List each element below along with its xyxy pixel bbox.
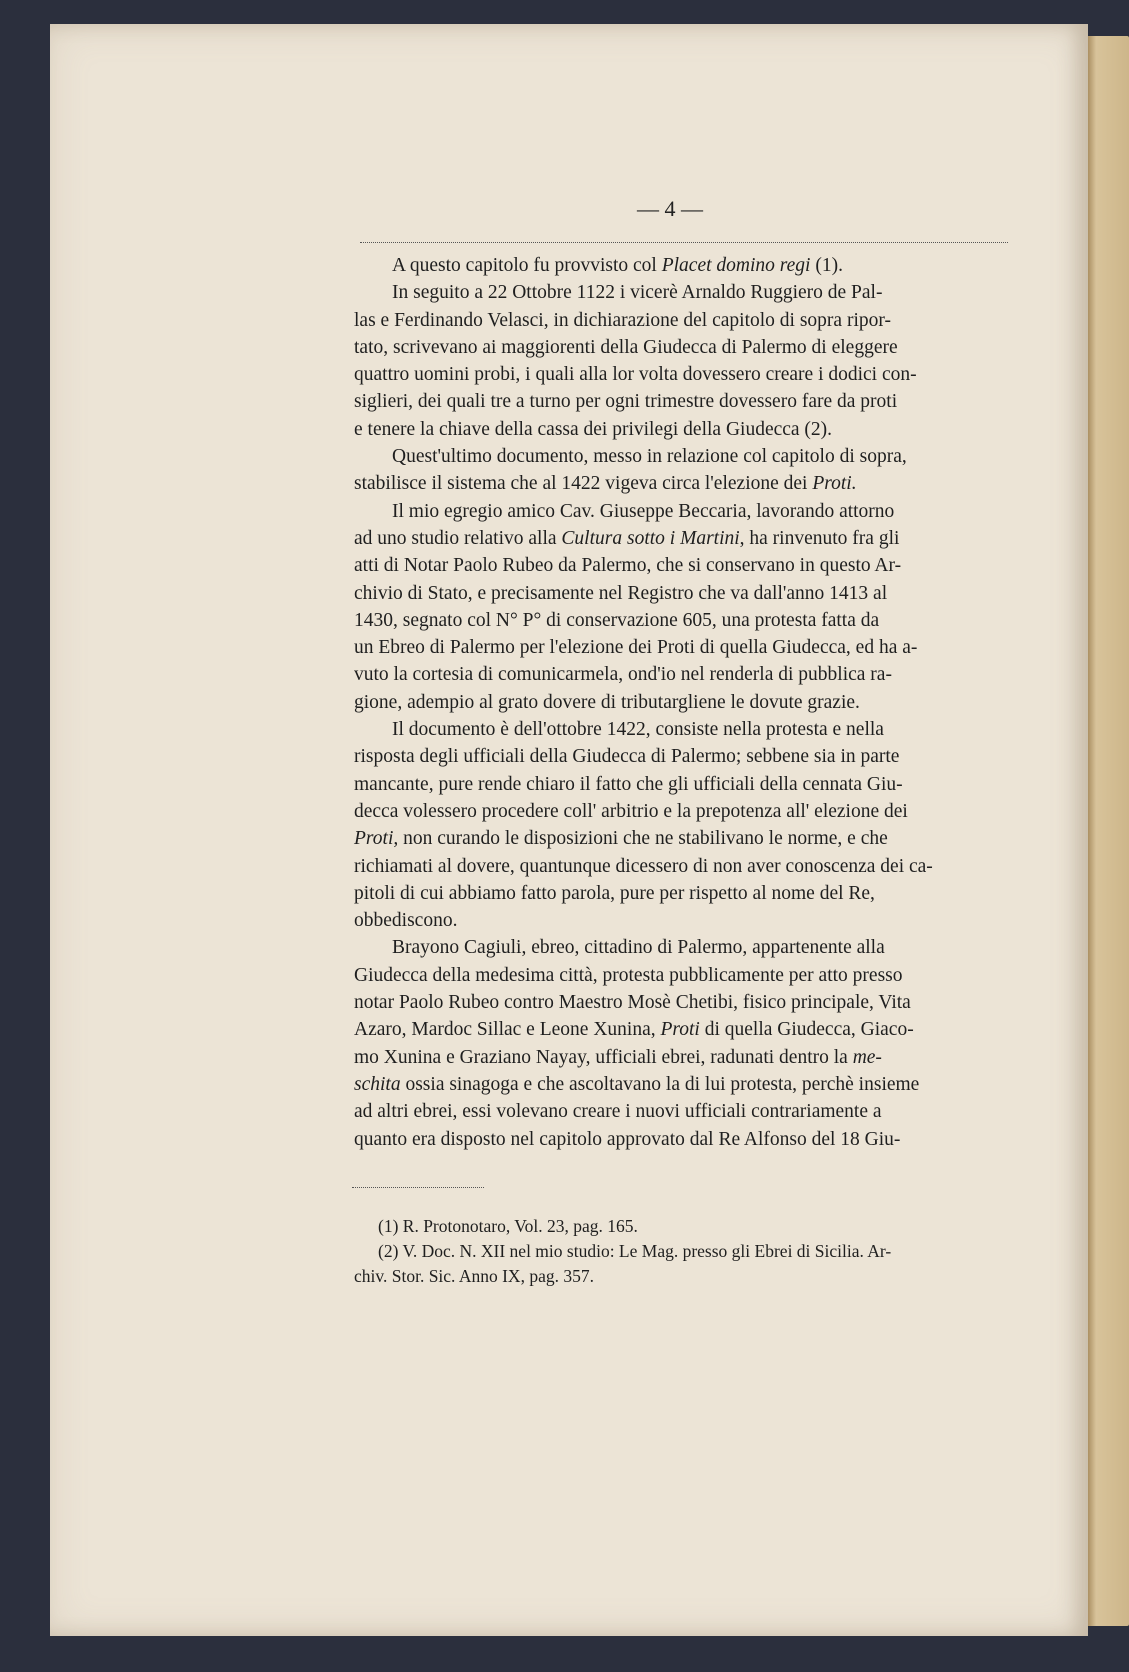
adjacent-page-edge [1082,36,1129,1626]
text-line: In seguito a 22 Ottobre 1122 i vicerè Arnaldo Ruggiero de Pal- [392,282,883,304]
text-line: gione, adempio al grato dovere di tributargliene le dovute grazie. [354,691,860,713]
text-line: richiamati al dovere, quantunque dicessero di non aver conoscenza dei ca- [354,855,933,877]
text-line: Brayono Cagiuli, ebreo, cittadino di Palermo, appartenente alla [392,937,885,959]
text-line: tato, scrivevano ai maggiorenti della Giudecca di Palermo di eleggere [354,336,898,358]
text-line: Azaro, Mardoc Sillac e Leone Xunina, Proti di quella Giudecca, Giaco- [354,1019,914,1041]
text-line: stabilisce il sistema che al 1422 vigeva circa l'elezione dei Proti. [354,473,857,495]
text-line: schita ossia sinagoga e che ascoltavano la di lui protesta, perchè insieme [354,1073,920,1095]
text-line: quattro uomini probi, i quali alla lor volta dovessero creare i dodici con- [354,364,917,386]
text-line: ad uno studio relativo alla Cultura sotto i Martini, ha rinvenuto fra gli [354,527,900,549]
footnotes [354,1214,994,1289]
text-line: Il documento è dell'ottobre 1422, consiste nella protesta e nella [392,719,884,741]
text-line: Giudecca della medesima città, protesta pubblicamente per atto presso [354,964,903,986]
text-line: A questo capitolo fu provvisto col Placet domino regi (1). [392,255,843,276]
text-line: quanto era disposto nel capitolo approvato dal Re Alfonso del 18 Giu- [354,1128,901,1150]
text-line: obbediscono. [354,910,458,932]
footnote-line: (1) R. Protonotaro, Vol. 23, pag. 165. [378,1216,638,1236]
text-line: Proti, non curando le disposizioni che ne stabilivano le norme, e che [354,828,888,850]
text-line: siglieri, dei quali tre a turno per ogni trimestre dovessero fare da proti [354,391,898,413]
text-line: decca volessero procedere coll' arbitrio e la prepotenza all' elezione dei [354,800,908,822]
footnote-rule [352,1187,484,1188]
header-rule [360,242,1008,243]
text-line: Quest'ultimo documento, messo in relazione col capitolo di sopra, [392,446,907,468]
body-text [354,252,994,1153]
text-line: atti di Notar Paolo Rubeo da Palermo, che si conservano in questo Ar- [354,555,902,577]
text-line: mo Xunina e Graziano Nayay, ufficiali ebrei, radunati dentro la me- [354,1046,882,1068]
text-line: un Ebreo di Palermo per l'elezione dei Proti di quella Giudecca, ed ha a- [354,637,918,659]
text-line: Il mio egregio amico Cav. Giuseppe Beccaria, lavorando attorno [392,500,895,522]
footnote-line: (2) V. Doc. N. XII nel mio studio: Le Mag. presso gli Ebrei di Sicilia. Ar- [378,1241,892,1261]
text-line: chivio di Stato, e precisamente nel Registro che va dall'anno 1413 al [354,582,888,604]
text-line: vuto la cortesia di comunicarmela, ond'io nel renderla di pubblica ra- [354,664,892,686]
text-line: mancante, pure rende chiaro il fatto che gli ufficiali della cennata Giu- [354,773,903,795]
text-line: e tenere la chiave della cassa dei privilegi della Giudecca (2). [354,418,833,440]
text-line: 1430, segnato col N° P° di conservazione 605, una protesta fatta da [354,609,880,631]
page-number: — 4 — [637,196,703,221]
text-line: notar Paolo Rubeo contro Maestro Mosè Chetibi, fisico principale, Vita [354,992,911,1014]
text-line: pitoli di cui abbiamo fatto parola, pure per rispetto al nome del Re, [354,882,875,904]
text-line: las e Ferdinando Velasci, in dichiarazione del capitolo di sopra ripor- [354,309,891,331]
footnote-line: chiv. Stor. Sic. Anno IX, pag. 357. [354,1266,594,1286]
text-line: risposta degli ufficiali della Giudecca di Palermo; sebbene sia in parte [354,746,900,768]
text-line: ad altri ebrei, essi volevano creare i nuovi ufficiali contrariamente a [354,1101,882,1123]
